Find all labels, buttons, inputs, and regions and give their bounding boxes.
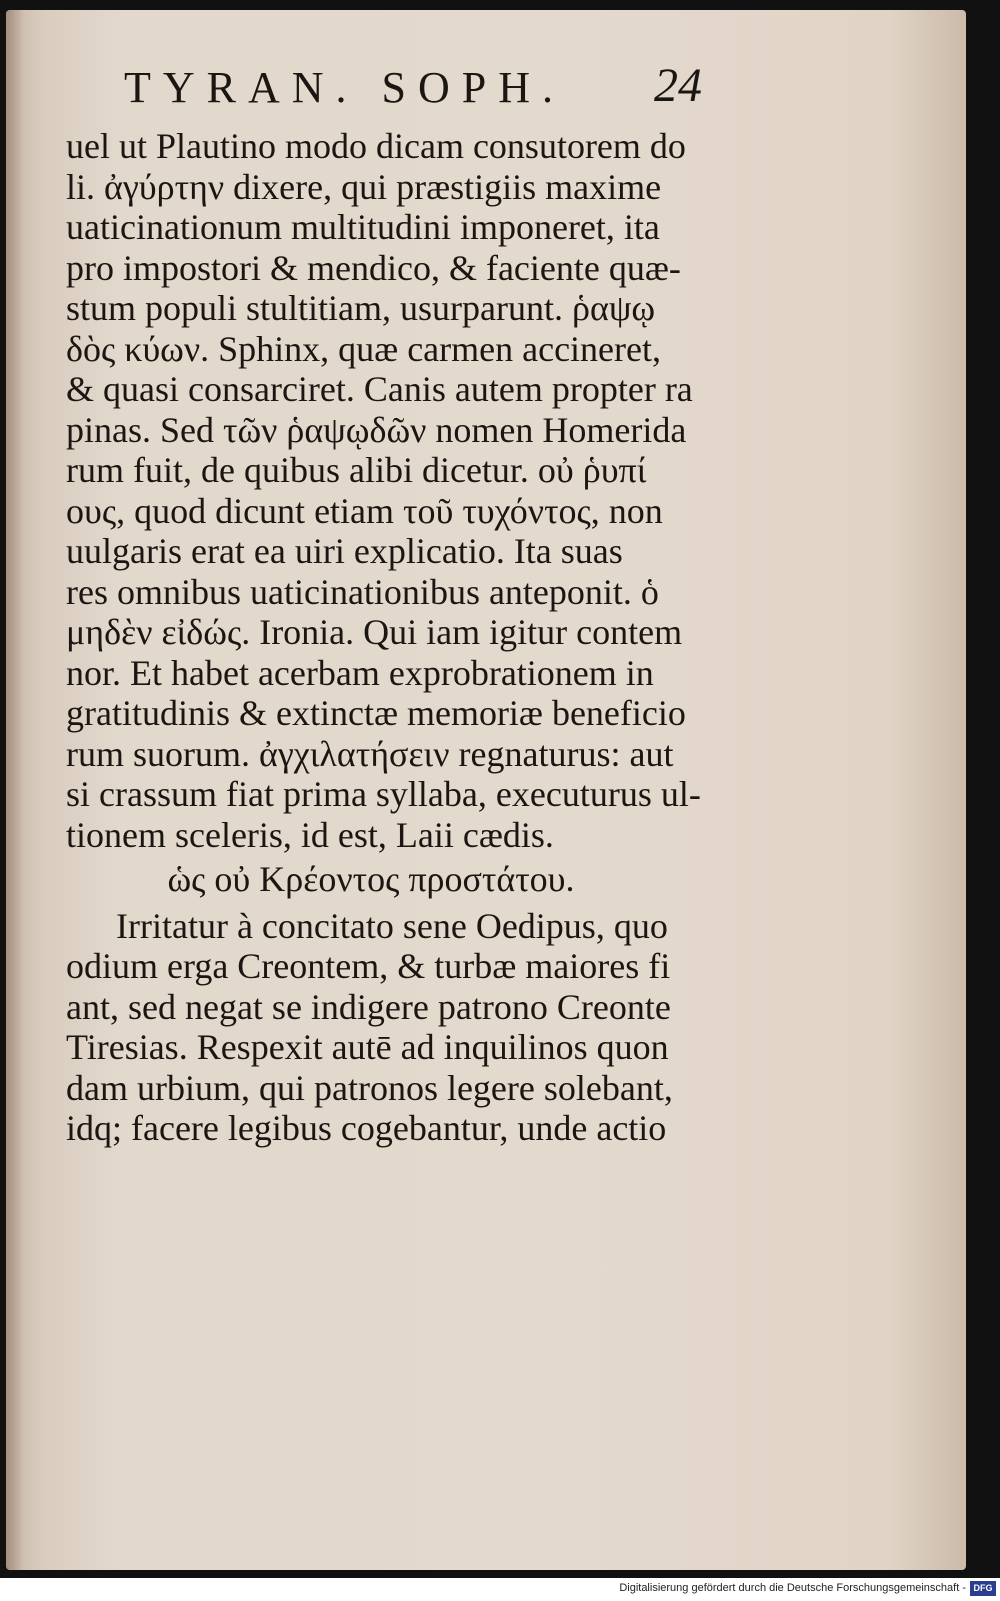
text-line: ant, sed negat se indigere patrono Creonte (66, 986, 671, 1027)
text-line: tionem sceleris, id est, Laii cædis. (66, 814, 554, 855)
lemma-heading: ὡς οὐ Κρέοντος προστάτου. (167, 859, 575, 899)
text-line: si crassum fiat prima syllaba, executurus ul- (66, 774, 701, 814)
funding-credit: Digitalisierung gefördert durch die Deutsche Forschungsgemeinschaft - (619, 1582, 966, 1594)
text-line: & quasi consarciret. Canis autem propter ra (66, 369, 693, 409)
text-line: pro impostori & mendico, & faciente quæ- (66, 247, 681, 288)
text-line: odium erga Creontem, & turbæ maiores fi (66, 946, 671, 986)
text-line: dam urbium, qui patronos legere solebant, (66, 1067, 673, 1108)
text-line: uaticinationum multitudini imponeret, ita (66, 207, 660, 247)
digitization-footer (0, 1578, 1000, 1601)
text-line: nor. Et habet acerbam exprobrationem in (66, 652, 654, 693)
text-line: uulgaris erat ea uiri explicatio. Ita suas (66, 531, 623, 571)
page-edge-shadow (6, 10, 24, 1570)
text-line: rum suorum. ἀγχιλατήσειν regnaturus: aut (66, 733, 674, 774)
text-line: res omnibus uaticinationibus anteponit. ὁ (66, 571, 659, 612)
text-line: δὸς κύων. Sphinx, quæ carmen accineret, (66, 328, 662, 369)
text-line: pinas. Sed τῶν ῥαψῳδῶν nomen Homerida (66, 409, 687, 450)
text-line: ους, quod dicunt etiam τοῦ τυχόντος, non (66, 490, 663, 531)
text-line: uel ut Plautino modo dicam consutorem do (66, 126, 686, 166)
running-title: TYRAN. SOPH. (124, 63, 566, 112)
page-number: 24 (654, 59, 702, 112)
page-header (124, 58, 724, 118)
text-line: rum fuit, de quibus alibi dicetur. οὐ ῥυπί (66, 450, 647, 490)
dfg-logo: DFG (970, 1581, 996, 1596)
text-line: li. ἀγύρτην dixere, qui præstigiis maxime (66, 166, 662, 207)
text-line: idq; facere legibus cogebantur, unde actio (66, 1108, 667, 1148)
text-line: Irritatur à concitato sene Oedipus, quo (116, 905, 668, 946)
text-line: gratitudinis & extinctæ memoriæ beneficio (66, 693, 686, 733)
text-line: Tiresias. Respexit autē ad inquilinos quon (66, 1027, 669, 1067)
text-line: μηδὲν εἰδώς. Ironia. Qui iam igitur contem (66, 612, 683, 652)
text-line: stum populi stultitiam, usurparunt. ῥαψῳ (66, 288, 656, 328)
main-text (66, 126, 756, 1149)
